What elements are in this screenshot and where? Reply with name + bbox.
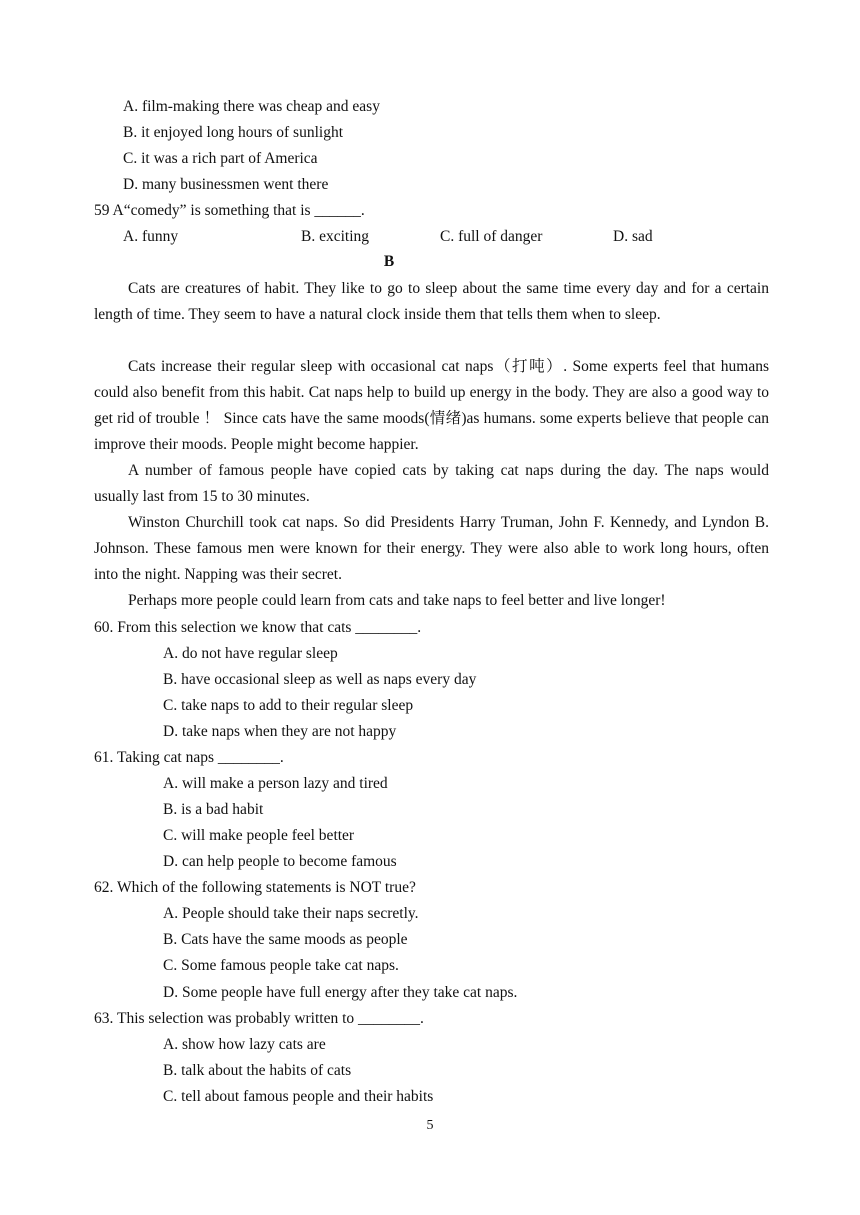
q61-option-c: C. will make people feel better xyxy=(163,827,355,844)
q60-option-d: D. take naps when they are not happy xyxy=(163,723,397,740)
q59-option-a: A. funny xyxy=(123,228,179,245)
q60-option-b: B. have occasional sleep as well as naps every day xyxy=(163,671,477,688)
q62-stem: 62. Which of the following statements is NOT true? xyxy=(94,879,416,896)
q63-stem: 63. This selection was probably written to ________. xyxy=(94,1010,424,1027)
q60-stem: 60. From this selection we know that cats ________. xyxy=(94,619,422,636)
q59-stem: 59 A“comedy” is something that is ______. xyxy=(94,202,365,219)
q61-option-a: A. will make a person lazy and tired xyxy=(163,775,388,792)
q63-option-b: B. talk about the habits of cats xyxy=(163,1062,352,1079)
q60-option-c: C. take naps to add to their regular sleep xyxy=(163,697,414,714)
q58-option-d: D. many businessmen went there xyxy=(123,176,329,193)
q63-option-a: A. show how lazy cats are xyxy=(163,1036,326,1053)
q63-option-c: C. tell about famous people and their habits xyxy=(163,1088,434,1105)
section-heading: B xyxy=(383,253,395,270)
passage-paragraph: Cats increase their regular sleep with occasional cat naps（打吨）. Some experts feel that humans could also benefit from this habit. Cat naps help to build up energy in the body. They are also a good way to get rid of trouble ！ Since cats have the same moods(情绪)as humans. some experts believe that people can improve their moods. People might become happier. xyxy=(94,358,769,453)
passage-paragraph: Winston Churchill took cat naps. So did Presidents Harry Truman, John F. Kennedy, and Lyndon B. Johnson. These famous men were known for their energy. They were also able to work long hours, often into the night. Napping was their secret. xyxy=(94,514,769,583)
q59-option-d: D. sad xyxy=(613,228,653,245)
q62-option-d: D. Some people have full energy after they take cat naps. xyxy=(163,984,518,1001)
q60-option-a: A. do not have regular sleep xyxy=(163,645,338,662)
q58-option-c: C. it was a rich part of America xyxy=(123,150,318,167)
q61-stem: 61. Taking cat naps ________. xyxy=(94,749,284,766)
passage-paragraph: Perhaps more people could learn from cats and take naps to feel better and live longer! xyxy=(128,592,666,609)
q59-option-c: C. full of danger xyxy=(440,228,543,245)
q58-option-a: A. film-making there was cheap and easy xyxy=(123,98,380,115)
q61-option-d: D. can help people to become famous xyxy=(163,853,397,870)
q58-option-b: B. it enjoyed long hours of sunlight xyxy=(123,124,344,141)
passage-paragraph: Cats are creatures of habit. They like to go to sleep about the same time every day and for a certain length of time. They seem to have a natural clock inside them that tells them when to sleep. xyxy=(94,280,769,323)
q62-option-c: C. Some famous people take cat naps. xyxy=(163,957,399,974)
page-number: 5 xyxy=(426,1118,434,1133)
passage-paragraph: A number of famous people have copied cats by taking cat naps during the day. The naps would usually last from 15 to 30 minutes. xyxy=(94,462,769,505)
q59-option-b: B. exciting xyxy=(301,228,370,245)
q61-option-b: B. is a bad habit xyxy=(163,801,264,818)
q62-option-b: B. Cats have the same moods as people xyxy=(163,931,408,948)
q62-option-a: A. People should take their naps secretly. xyxy=(163,905,419,922)
